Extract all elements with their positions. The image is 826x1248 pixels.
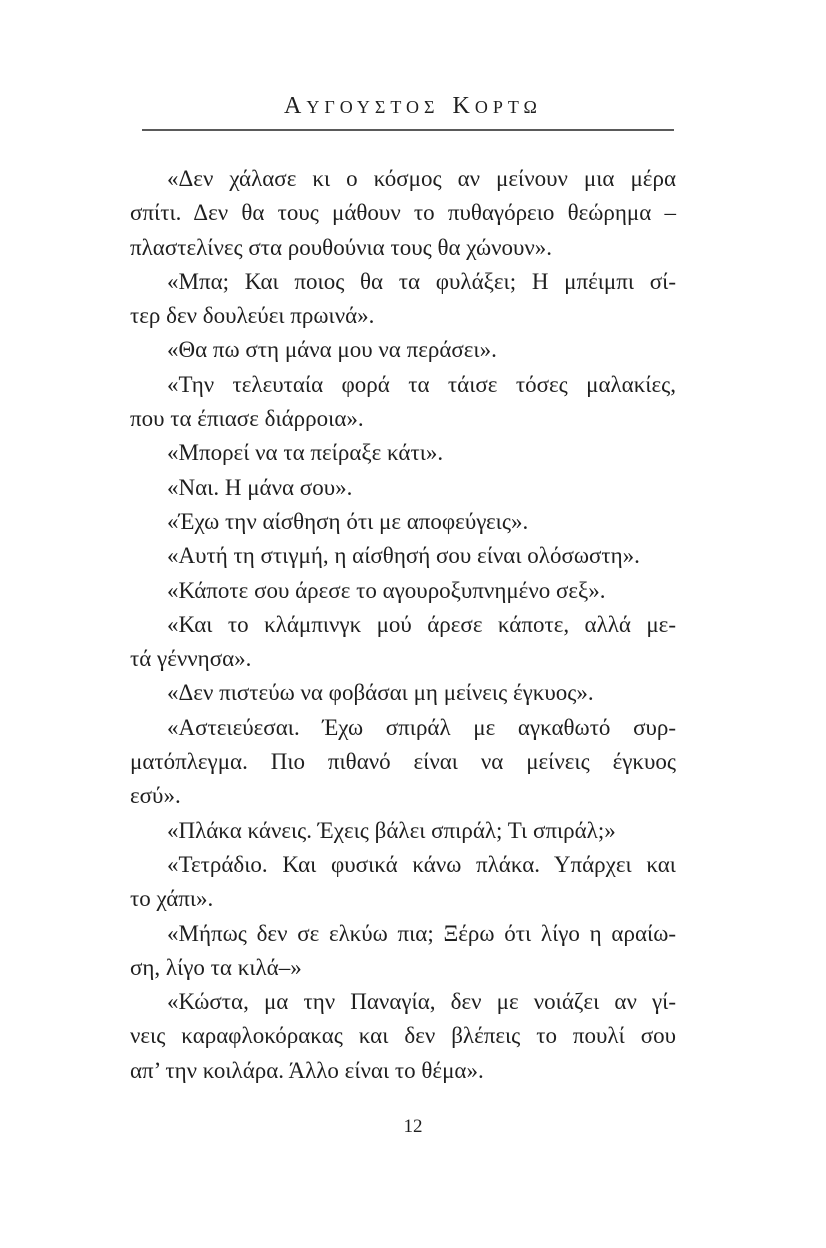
text-line: που τα έπιασε διάρροια». bbox=[130, 406, 364, 432]
running-header bbox=[0, 93, 826, 120]
author-word-rest: ΟΡΤΩ bbox=[474, 97, 542, 117]
text-line: «Αστειεύεσαι. Έχω σπιράλ με αγκαθωτό συρ- bbox=[167, 714, 676, 740]
page-number: 12 bbox=[403, 1116, 423, 1137]
text-line: νεις καραφλοκόρακας και δεν βλέπεις το πουλί σου bbox=[130, 1023, 676, 1049]
text-line: «Δεν χάλασε κι ο κόσμος αν μείνουν μια μέρα bbox=[167, 166, 676, 191]
text-line: ση, λίγο τα κιλά–» bbox=[130, 954, 302, 980]
text-line: πλαστελίνες στα ρουθούνια τους θα χώνουν». bbox=[130, 234, 553, 260]
text-line: «Δεν πιστεύω να φοβάσαι μη μείνεις έγκυος». bbox=[167, 680, 594, 706]
header-rule bbox=[142, 129, 674, 131]
author-word-initial: Α bbox=[284, 93, 307, 119]
text-line: τερ δεν δουλεύει πρωινά». bbox=[130, 303, 375, 329]
text-line: «Μπα; Και ποιος θα τα φυλάξει; Η μπέιμπι σί- bbox=[167, 268, 676, 294]
text-line: «Ναι. Η μάνα σου». bbox=[167, 474, 353, 500]
text-line: «Πλάκα κάνεις. Έχεις βάλει σπιράλ; Τι σπιράλ;» bbox=[167, 817, 616, 843]
body-text bbox=[130, 162, 676, 1088]
text-line: απ’ την κοιλάρα. Άλλο είναι το θέμα». bbox=[130, 1057, 484, 1083]
text-line: «Μπορεί να τα πείραξε κάτι». bbox=[167, 440, 444, 466]
text-line: «Και το κλάμπινγκ μού άρεσε κάποτε, αλλά με- bbox=[167, 611, 676, 637]
text-line: «Κάποτε σου άρεσε το αγουροξυπνημένο σεξ». bbox=[167, 577, 606, 603]
text-line: «Την τελευταία φορά τα τάισε τόσες μαλακίες, bbox=[167, 371, 676, 397]
text-line: σπίτι. Δεν θα τους μάθουν το πυθαγόρειο θεώρημα – bbox=[130, 200, 676, 226]
text-line: «Αυτή τη στιγμή, η αίσθησή σου είναι ολόσωστη». bbox=[167, 543, 640, 569]
text-line: το χάπι». bbox=[130, 886, 214, 912]
text-line: τά γέννησα». bbox=[130, 646, 252, 672]
text-line: ματόπλεγμα. Πιο πιθανό είναι να μείνεις έγκυος bbox=[130, 749, 676, 775]
author-name bbox=[284, 93, 542, 119]
text-line: «Έχω την αίσθηση ότι με αποφεύγεις». bbox=[167, 508, 529, 534]
text-line: «Κώστα, μα την Παναγία, δεν με νοιάζει αν γί- bbox=[167, 989, 676, 1015]
author-word-initial: Κ bbox=[452, 93, 475, 119]
text-line: «Μήπως δεν σε ελκύω πια; Ξέρω ότι λίγο η αραίω- bbox=[167, 920, 676, 946]
author-word-rest: ΥΓΟΥΣΤΟΣ bbox=[306, 97, 440, 117]
text-line: εσύ». bbox=[130, 783, 181, 809]
text-line: «Θα πω στη μάνα μου να περάσει». bbox=[167, 337, 497, 363]
text-line: «Τετράδιο. Και φυσικά κάνω πλάκα. Υπάρχει και bbox=[167, 851, 676, 877]
